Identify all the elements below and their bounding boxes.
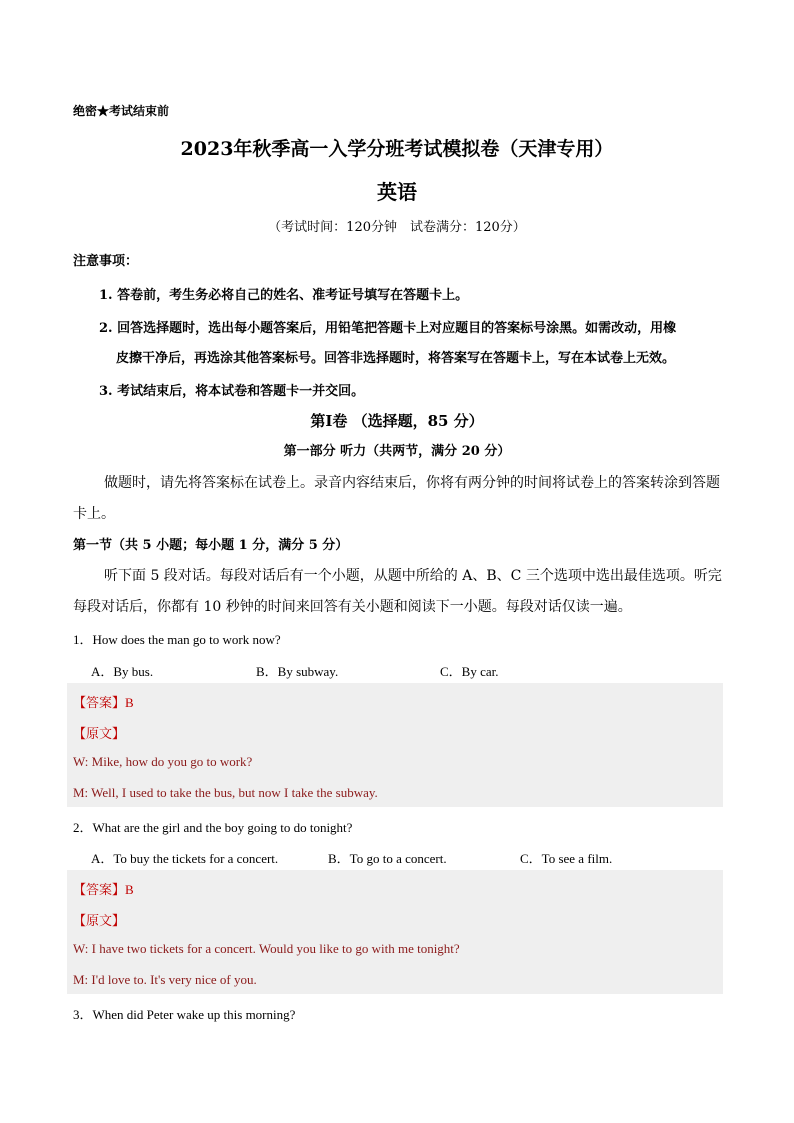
question-1-transcript-label: 【原文】	[73, 726, 126, 741]
section-1-instr-2: 每段对话后，你都有 10 秒钟的时间来回答有关小题和阅读下一小题。每段对话仅读一遍。	[73, 599, 632, 615]
question-1-option-c: C．By car.	[440, 664, 499, 679]
question-1-option-b: B．By subway.	[256, 664, 339, 679]
question-3-stem: 3．When did Peter wake up this morning?	[73, 1007, 296, 1022]
question-2-option-a: A．To buy the tickets for a concert.	[91, 851, 279, 866]
notice-item-1: 1. 答卷前，考生务必将自己的姓名、准考证号填写在答题卡上。	[99, 288, 469, 303]
question-2-stem: 2．What are the girl and the boy going to do tonight?	[73, 820, 353, 835]
question-1-option-a: A．By bus.	[91, 664, 154, 679]
question-2-transcript-line-1: W: I have two tickets for a concert. Would you like to go with me tonight?	[73, 941, 460, 956]
question-1-transcript-line-2: M: Well, I used to take the bus, but now I take the subway.	[73, 785, 378, 800]
secret-label: 绝密★考试结束前	[73, 104, 170, 118]
intro-line-1: 做题时，请先将答案标在试卷上。录音内容结束后，你将有两分钟的时间将试卷上的答案转涂到答题	[104, 475, 720, 491]
question-2-option-c: C．To see a film.	[520, 851, 613, 866]
question-2-answer: 【答案】B	[73, 882, 134, 897]
notice-title: 注意事项：	[73, 254, 139, 269]
question-2-transcript-label: 【原文】	[73, 913, 126, 928]
question-1-stem: 1．How does the man go to work now?	[73, 632, 281, 647]
question-1-transcript-line-1: W: Mike, how do you go to work?	[73, 754, 253, 769]
exam-time-info: （考试时间：120分钟 试卷满分：120分）	[268, 220, 526, 235]
question-2-option-b: B．To go to a concert.	[328, 851, 447, 866]
exam-title: 2023年秋季高一入学分班考试模拟卷（天津专用）	[180, 138, 614, 160]
section-1-heading: 第一节（共 5 小题；每小题 1 分，满分 5 分）	[73, 538, 349, 553]
part-title: 第一部分 听力（共两节，满分 20 分）	[283, 444, 511, 459]
intro-line-2: 卡上。	[73, 506, 115, 522]
notice-item-2-cont: 皮擦干净后，再选涂其他答案标号。回答非选择题时，将答案写在答题卡上，写在本试卷上无效。	[116, 351, 676, 366]
subject-title: 英语	[377, 180, 417, 204]
question-1-answer: 【答案】B	[73, 695, 134, 710]
notice-item-2: 2. 回答选择题时，选出每小题答案后，用铅笔把答题卡上对应题目的答案标号涂黑。如需改动，用橡	[99, 321, 677, 336]
notice-item-3: 3. 考试结束后，将本试卷和答题卡一并交回。	[99, 384, 365, 399]
section-title: 第Ⅰ卷 （选择题，85 分）	[310, 412, 484, 430]
question-2-transcript-line-2: M: I'd love to. It's very nice of you.	[73, 972, 257, 987]
section-1-instr-1: 听下面 5 段对话。每段对话后有一个小题，从题中所给的 A、B、C 三个选项中选出最佳选项。听完	[104, 568, 722, 584]
